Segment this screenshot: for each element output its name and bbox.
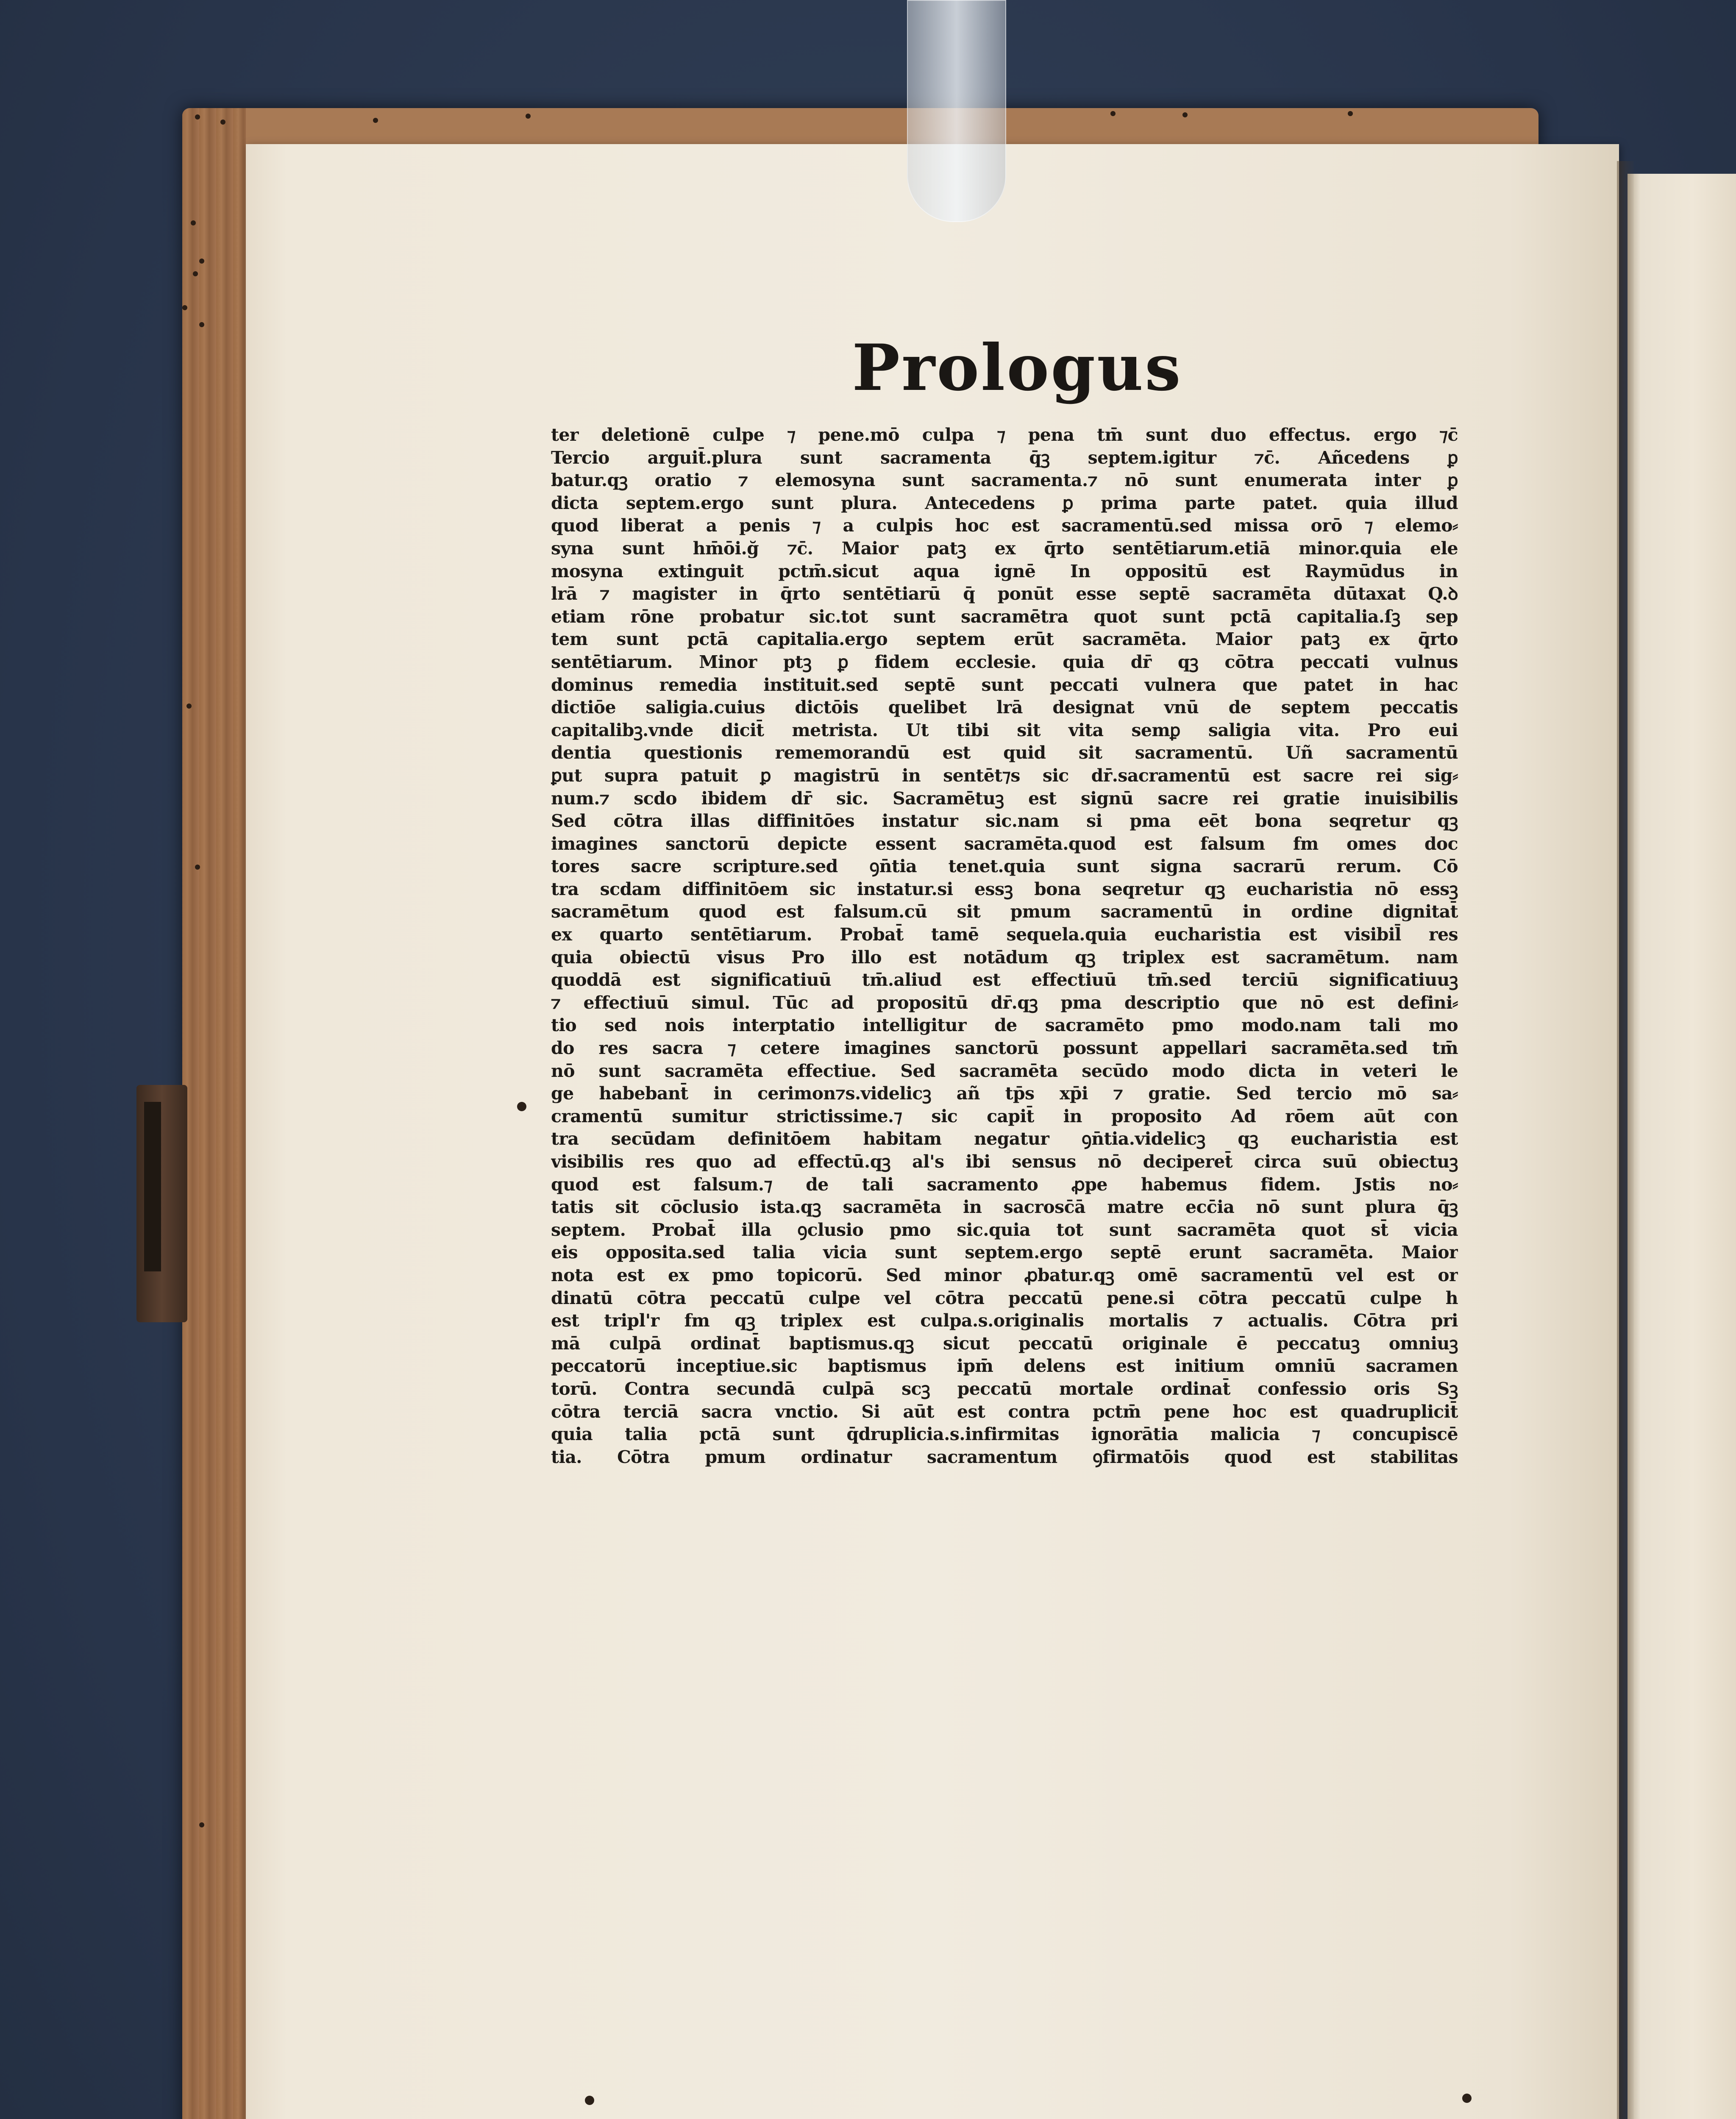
text-line: peccatorū inceptiue.sic baptismus ipm̄ delens est initium omniū sacramen: [551, 1356, 1458, 1377]
text-line: dinatū cōtra peccatū culpe vel cōtra peccatū pene.si cōtra peccatū culpe h: [551, 1288, 1458, 1308]
ink-spot: [585, 2096, 594, 2105]
worm-hole: [373, 118, 378, 123]
text-line: tia. Cōtra pmum ordinatur sacramentum ꝯfirmatōis quod est stabilitas: [551, 1446, 1458, 1467]
text-line: ex quarto sentētiarum. Probat̄ tamē sequela.quia eucharistia est visibil̄ res: [551, 924, 1458, 945]
text-line: tatis sit cōclusio ista.qꝫ sacramēta in sacrosc̄ā matre ecc̄ia nō sunt plura q̄ꝫ: [551, 1197, 1458, 1218]
text-line: eis opposita.sed talia vicia sunt septem.ergo septē erunt sacramēta. Maior: [551, 1242, 1458, 1263]
top-clamp: [907, 0, 1006, 222]
text-line: dentia questionis rememorandū est quid sit sacramentū. Uñ sacramentū: [551, 742, 1458, 763]
text-line: syna sunt hm̄ōi.ğ ⁊c̄. Maior patꝫ ex q̄rto sentētiarum.etiā minor.quia ele: [551, 538, 1458, 559]
text-line: cramentū sumitur strictissime.⁊ sic capit̄ in proposito Ad rōem aūt con: [551, 1106, 1458, 1126]
text-line: num.⁊ scdo ibidem dr̄ sic. Sacramētuꝫ est signū sacre rei gratie inuisibilis: [551, 788, 1458, 809]
text-line: Sed cōtra illas diffinitōes instatur sic.nam si pma eēt bona seqretur qꝫ: [551, 811, 1458, 831]
text-line: imagines sanctorū depicte essent sacramēta.quod est falsum fm omes doc: [551, 833, 1458, 854]
text-line: torū. Contra secundā culpā scꝫ peccatū mortale ordinat̄ confessio oris Sꝫ: [551, 1378, 1458, 1399]
text-line: est tripl'r fm qꝫ triplex est culpa.s.originalis mortalis ⁊ actualis. Cōtra pri: [551, 1310, 1458, 1331]
text-line: tores sacre scripture.sed ꝯn̄tia tenet.quia sunt signa sacrarū rerum. Cō: [551, 856, 1458, 877]
text-line: quia talia pctā sunt q̄druplicia.s.infirmitas ignorātia malicia ⁊ concupiscē: [551, 1424, 1458, 1445]
text-line: dicta septem.ergo sunt plura. Antecedens ꝑ prima parte patet. quia illud: [551, 492, 1458, 513]
text-line: lrā ⁊ magister in q̄rto sentētiarū q̄ ponūt esse septē sacramēta dūtaxat Q.ꝺ: [551, 584, 1458, 604]
text-line: dominus remedia instituit.sed septē sunt peccati vulnera que patet in hac: [551, 674, 1458, 695]
text-line: quod est falsum.⁊ de tali sacramento ꝓpe habemus fidem. Jstis no⸗: [551, 1174, 1458, 1195]
text-line: tra secūdam definitōem habitam negatur ꝯn̄tia.videlicꝫ qꝫ eucharistia est: [551, 1129, 1458, 1149]
text-line: quia obiectū visus Pro illo est notādum qꝫ triplex est sacramētum. nam: [551, 947, 1458, 968]
text-line: sentētiarum. Minor ptꝫ ꝑ fidem ecclesie. quia dr̄ qꝫ cōtra peccati vulnus: [551, 651, 1458, 672]
page-gutter: [1617, 161, 1634, 2119]
text-line: quoddā est significatiuū tm̄.aliud est effectiuū tm̄.sed terciū significatiuuꝫ: [551, 970, 1458, 990]
worm-hole: [199, 1822, 204, 1827]
worm-hole: [199, 259, 204, 264]
leather-strap: [144, 1102, 161, 1271]
text-line: do res sacra ⁊ cetere imagines sanctorū possunt appellari sacramēta.sed tm̄: [551, 1038, 1458, 1059]
text-line: nota est ex pmo topicorū. Sed minor ꝓbatur.qꝫ omē sacramentū vel est or: [551, 1265, 1458, 1285]
worm-hole: [195, 114, 200, 120]
text-line: mā culpā ordinat̄ baptismus.qꝫ sicut peccatū originale ē peccatuꝫ omniuꝫ: [551, 1333, 1458, 1354]
worm-hole: [220, 120, 225, 125]
text-line: visibilis res quo ad effectū.qꝫ al's ibi sensus nō deciperet̄ circa suū obiectuꝫ: [551, 1151, 1458, 1172]
text-line: septem. Probat̄ illa ꝯclusio pmo sic.quia tot sunt sacramēta quot st̄ vicia: [551, 1219, 1458, 1240]
text-line: tem sunt pctā capitalia.ergo septem erūt sacramēta. Maior patꝫ ex q̄rto: [551, 629, 1458, 650]
worm-hole: [199, 322, 204, 327]
text-line: etiam rōne probatur sic.tot sunt sacramētra quot sunt pctā capitalia.ſꝫ sep: [551, 606, 1458, 627]
text-line: sacramētum quod est falsum.cū sit pmum sacramentū in ordine dignitat̄: [551, 901, 1458, 922]
text-line: capitalibꝫ.vnde dicit̄ metrista. Ut tibi sit vita semꝑ saligia vita. Pro eui: [551, 720, 1458, 740]
text-line: ge habebant̄ in cerimon⁊s.videlicꝫ añ tp̄s xp̄i ⁊ gratie. Sed tercio mō sa⸗: [551, 1083, 1458, 1104]
text-line: ⁊ effectiuū simul. Tūc ad propositū dr̄.qꝫ pma descriptio que nō est defini⸗: [551, 992, 1458, 1013]
facing-page-edge: [1628, 174, 1736, 2119]
text-block: [551, 424, 1458, 1468]
running-head: Prologus: [852, 331, 1182, 405]
worm-hole: [186, 704, 192, 709]
worm-hole: [526, 114, 531, 119]
text-line: tra scdam diffinitōem sic instatur.si essꝫ bona seqretur qꝫ eucharistia nō essꝫ: [551, 879, 1458, 899]
text-line: Tercio arguit̄.plura sunt sacramenta q̄ꝫ septem.igitur ⁊c̄. Añcedens ꝑ: [551, 447, 1458, 468]
text-line: dictiōe saligia.cuius dictōis quelibet lrā designat vnū de septem peccatis: [551, 697, 1458, 718]
text-line: ꝑut supra patuit ꝑ magistrū in sentēt⁊s sic dr̄.sacramentū est sacre rei sig⸗: [551, 765, 1458, 786]
ink-spot: [1462, 2094, 1472, 2103]
worm-hole: [182, 305, 187, 310]
ink-spot: [517, 1102, 526, 1111]
text-line: quod liberat a penis ⁊ a culpis hoc est sacramentū.sed missa orō ⁊ elemo⸗: [551, 515, 1458, 536]
worm-hole: [195, 865, 200, 870]
text-line: batur.qꝫ oratio ⁊ elemosyna sunt sacramenta.⁊ nō sunt enumerata inter ꝑ: [551, 470, 1458, 491]
worm-hole: [1182, 112, 1188, 117]
text-line: cōtra terciā sacra vnctio. Si aūt est contra pctm̄ pene hoc est quadruplicit̄: [551, 1401, 1458, 1422]
worm-hole: [1348, 111, 1353, 116]
worm-hole: [191, 220, 196, 225]
board-edge: [182, 108, 246, 2119]
worm-hole: [1110, 111, 1116, 116]
text-line: ter deletionē culpe ⁊ pene.mō culpa ⁊ pena tm̄ sunt duo effectus. ergo ⁊c̄: [551, 425, 1458, 445]
text-line: nō sunt sacramēta effectiue. Sed sacramēta secūdo modo dicta in veteri le: [551, 1060, 1458, 1081]
text-line: mosyna extinguit pctm̄.sicut aqua ignē In oppositū est Raymūdus in: [551, 561, 1458, 581]
worm-hole: [193, 271, 198, 276]
text-line: tio sed nois interptatio intelligitur de sacramēto pmo modo.nam tali mo: [551, 1015, 1458, 1036]
